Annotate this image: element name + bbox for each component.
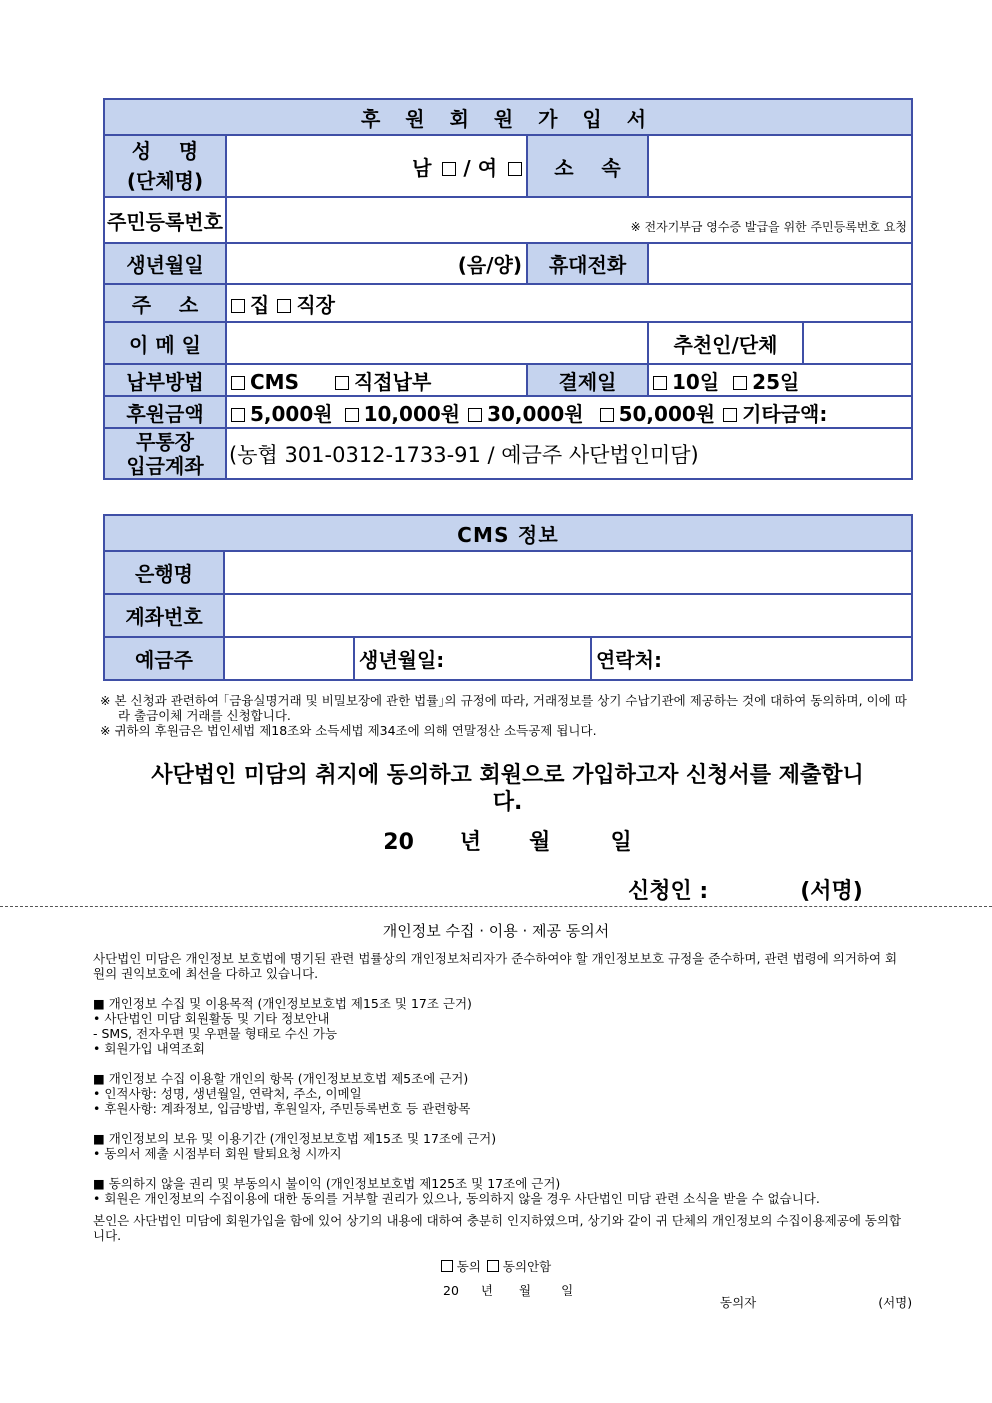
day-10-checkbox[interactable] [653,376,667,390]
affiliation-field[interactable] [648,135,912,197]
affiliation-label: 소 속 [527,135,648,197]
rrn-field[interactable] [226,197,912,243]
recommender-label: 추천인/단체 [648,322,803,364]
bank-account-text: (농협 301-0312-1733-91 / 예금주 사단법인미담) [226,428,912,479]
privacy-section-3-title: ■ 개인정보의 보유 및 이용기간 (개인정보보호법 제15조 및 17조에 근거) [93,1131,497,1146]
recommender-field[interactable] [803,322,912,364]
mobile-field[interactable] [648,243,912,284]
privacy-title: 개인정보 수집 · 이용 · 제공 동의서 [382,922,610,940]
amount-50000-checkbox[interactable] [600,408,614,422]
amount-label: 후원금액 [104,396,226,428]
amount-30000-checkbox[interactable] [468,408,482,422]
payment-day-label: 결제일 [527,364,648,396]
mobile-label: 휴대전화 [527,243,648,284]
note-2: ※ 귀하의 후원금은 법인세법 제18조와 소득세법 제34조에 의해 연말정산 소득공제 됩니다. [100,723,597,738]
name-label: 성 명 (단체명) [104,135,226,197]
amount-other-checkbox[interactable] [723,408,737,422]
membership-form-table [103,98,913,480]
account-number-label: 계좌번호 [104,594,224,637]
privacy-section-2-title: ■ 개인정보 수집 이용할 개인의 항목 (개인정보보호법 제5조에 근거) [93,1071,469,1086]
amount-10000-checkbox[interactable] [345,408,359,422]
holder-contact-field[interactable]: 연락처: [591,637,912,680]
amount-5000-checkbox[interactable] [231,408,245,422]
privacy-section-1-title: ■ 개인정보 수집 및 이용목적 (개인정보보호법 제15조 및 17조 근거) [93,996,472,1011]
cms-checkbox[interactable] [231,376,245,390]
email-label: 이 메 일 [104,322,226,364]
rrn-note: ※ 전자기부금 영수증 발급을 위한 주민등록번호 요청 [630,220,908,234]
bank-name-label: 은행명 [104,551,224,594]
address-home-checkbox[interactable] [231,299,245,313]
applicant-signature: 신청인 : (서명) [628,879,863,904]
account-holder-label: 예금주 [104,637,224,680]
disagree-checkbox[interactable] [487,1260,499,1272]
address-work-checkbox[interactable] [277,299,291,313]
account-holder-field[interactable] [224,637,354,680]
lunar-solar-label: (음/양) [457,253,522,277]
day-25-checkbox[interactable] [733,376,747,390]
amount-field: 5,000원 10,000원 30,000원 50,000원 기타금액: [226,396,912,428]
privacy-intro: 사단법인 미담은 개인정보 보호법에 명기된 관련 법률상의 개인정보처리자가 준수하여야 할 개인정보보호 규정을 준수하며, 관련 법령에 의거하여 회원의 권익보호에 최선을 다하고 있습니다. [93,951,898,981]
holder-birth-field[interactable]: 생년월일: [354,637,591,680]
gender-male-checkbox[interactable] [442,162,456,176]
agree-checkbox[interactable] [441,1260,453,1272]
cms-title: CMS 정보 [104,515,912,551]
payment-method-field: CMS 직접납부 [226,364,527,396]
cut-line [0,906,992,907]
application-date: 20 년 월 일 [383,830,632,855]
gender-female-checkbox[interactable] [508,162,522,176]
birth-field[interactable] [226,243,527,284]
bank-transfer-label: 무통장 입금계좌 [104,428,226,479]
gender-female-label: 여 [477,155,498,180]
address-label: 주 소 [104,284,226,322]
privacy-closing: 본인은 사단법인 미담에 회원가입을 함에 있어 상기의 내용에 대하여 충분히 인지하였으며, 상기와 같이 귀 단체의 개인정보의 수집이용제공에 동의합니다. [93,1213,902,1243]
privacy-date: 20 년 월 일 [443,1283,574,1298]
email-field[interactable] [226,322,648,364]
direct-payment-checkbox[interactable] [335,376,349,390]
account-number-field[interactable] [224,594,912,637]
payment-day-field: 10일 25일 [648,364,912,396]
form-title: 후 원 회 원 가 입 서 [104,99,912,135]
rrn-label: 주민등록번호 [104,197,226,243]
consenter-signature: 동의자 (서명) [720,1295,913,1310]
name-field[interactable]: 남 / 여 [226,135,527,197]
note-1: ※ 본 신청과 관련하여 ｢금융실명거래 및 비밀보장에 관한 법률｣의 규정에 따라, 거래정보를 상기 수납기관에 제공하는 것에 대하여 동의하며, 이에 따라 출금이체 거래를 신청합니다. [100,693,907,723]
payment-method-label: 납부방법 [104,364,226,396]
privacy-agree-options: 동의 동의안함 [0,1257,992,1275]
consent-notes [100,693,915,738]
gender-male-label: 남 [412,155,432,180]
bank-name-field[interactable] [224,551,912,594]
privacy-section-4-title: ■ 동의하지 않을 권리 및 부동의시 불이익 (개인정보보호법 제125조 및 17조에 근거) [93,1176,561,1191]
address-field[interactable]: 집 직장 [226,284,912,322]
privacy-body: 사단법인 미담은 개인정보 보호법에 명기된 관련 법률상의 개인정보처리자가 준수하여야 할 개인정보보호 규정을 준수하며, 관련 법령에 의거하여 회원의 권익보호에 최선을 다하고 있습니다. ■ 개인정보 수집 및 이용목적 (개인정보보호법 제15조 및 17조 근거) • 사단법인 미담 회원활동 및 기타 정보안내 - SMS, 전자우편 및 우편물 형태로 수신 가능 • 회원가입 내역조회 ■ 개인정보 수집 이용할 개인의 항목 (개인정보보호법 제5조에 근거) • 인적사항: 성명, 생년월일, 연락처, 주소, 이메일 • 후원사항: 계좌정보, 입금방법, 후원일자, 주민등록번호 등 관련항목 ■ 개인정보의 보유 및 이용기간 (개인정보보호법 제15조 및 17조에 근거) • 동의서 제출 시점부터 회원 탈퇴요청 시까지 ■ 동의하지 않을 권리 및 부동의시 불이익 (개인정보보호법 제125조 및 17조에 근거) • 회원은 개인정보의 수집이용에 대한 동의를 거부할 권리가 있으나, 동의하지 않을 경우 사단법인 미담 관련 소식을 받을 수 없습니다. 본인은 사단법인 미담에 회원가입을 함에 있어 상기의 내용에 대하여 충분히 인지하였으며, 상기와 같이 귀 단체의 개인정보의 수집이용제공에 동의합니다. [93,951,902,1243]
declaration-text: 사단법인 미담의 취지에 동의하고 회원으로 가입하고자 신청서를 제출합니다. [151,763,864,815]
cms-info-table [103,514,913,681]
birth-label: 생년월일 [104,243,226,284]
